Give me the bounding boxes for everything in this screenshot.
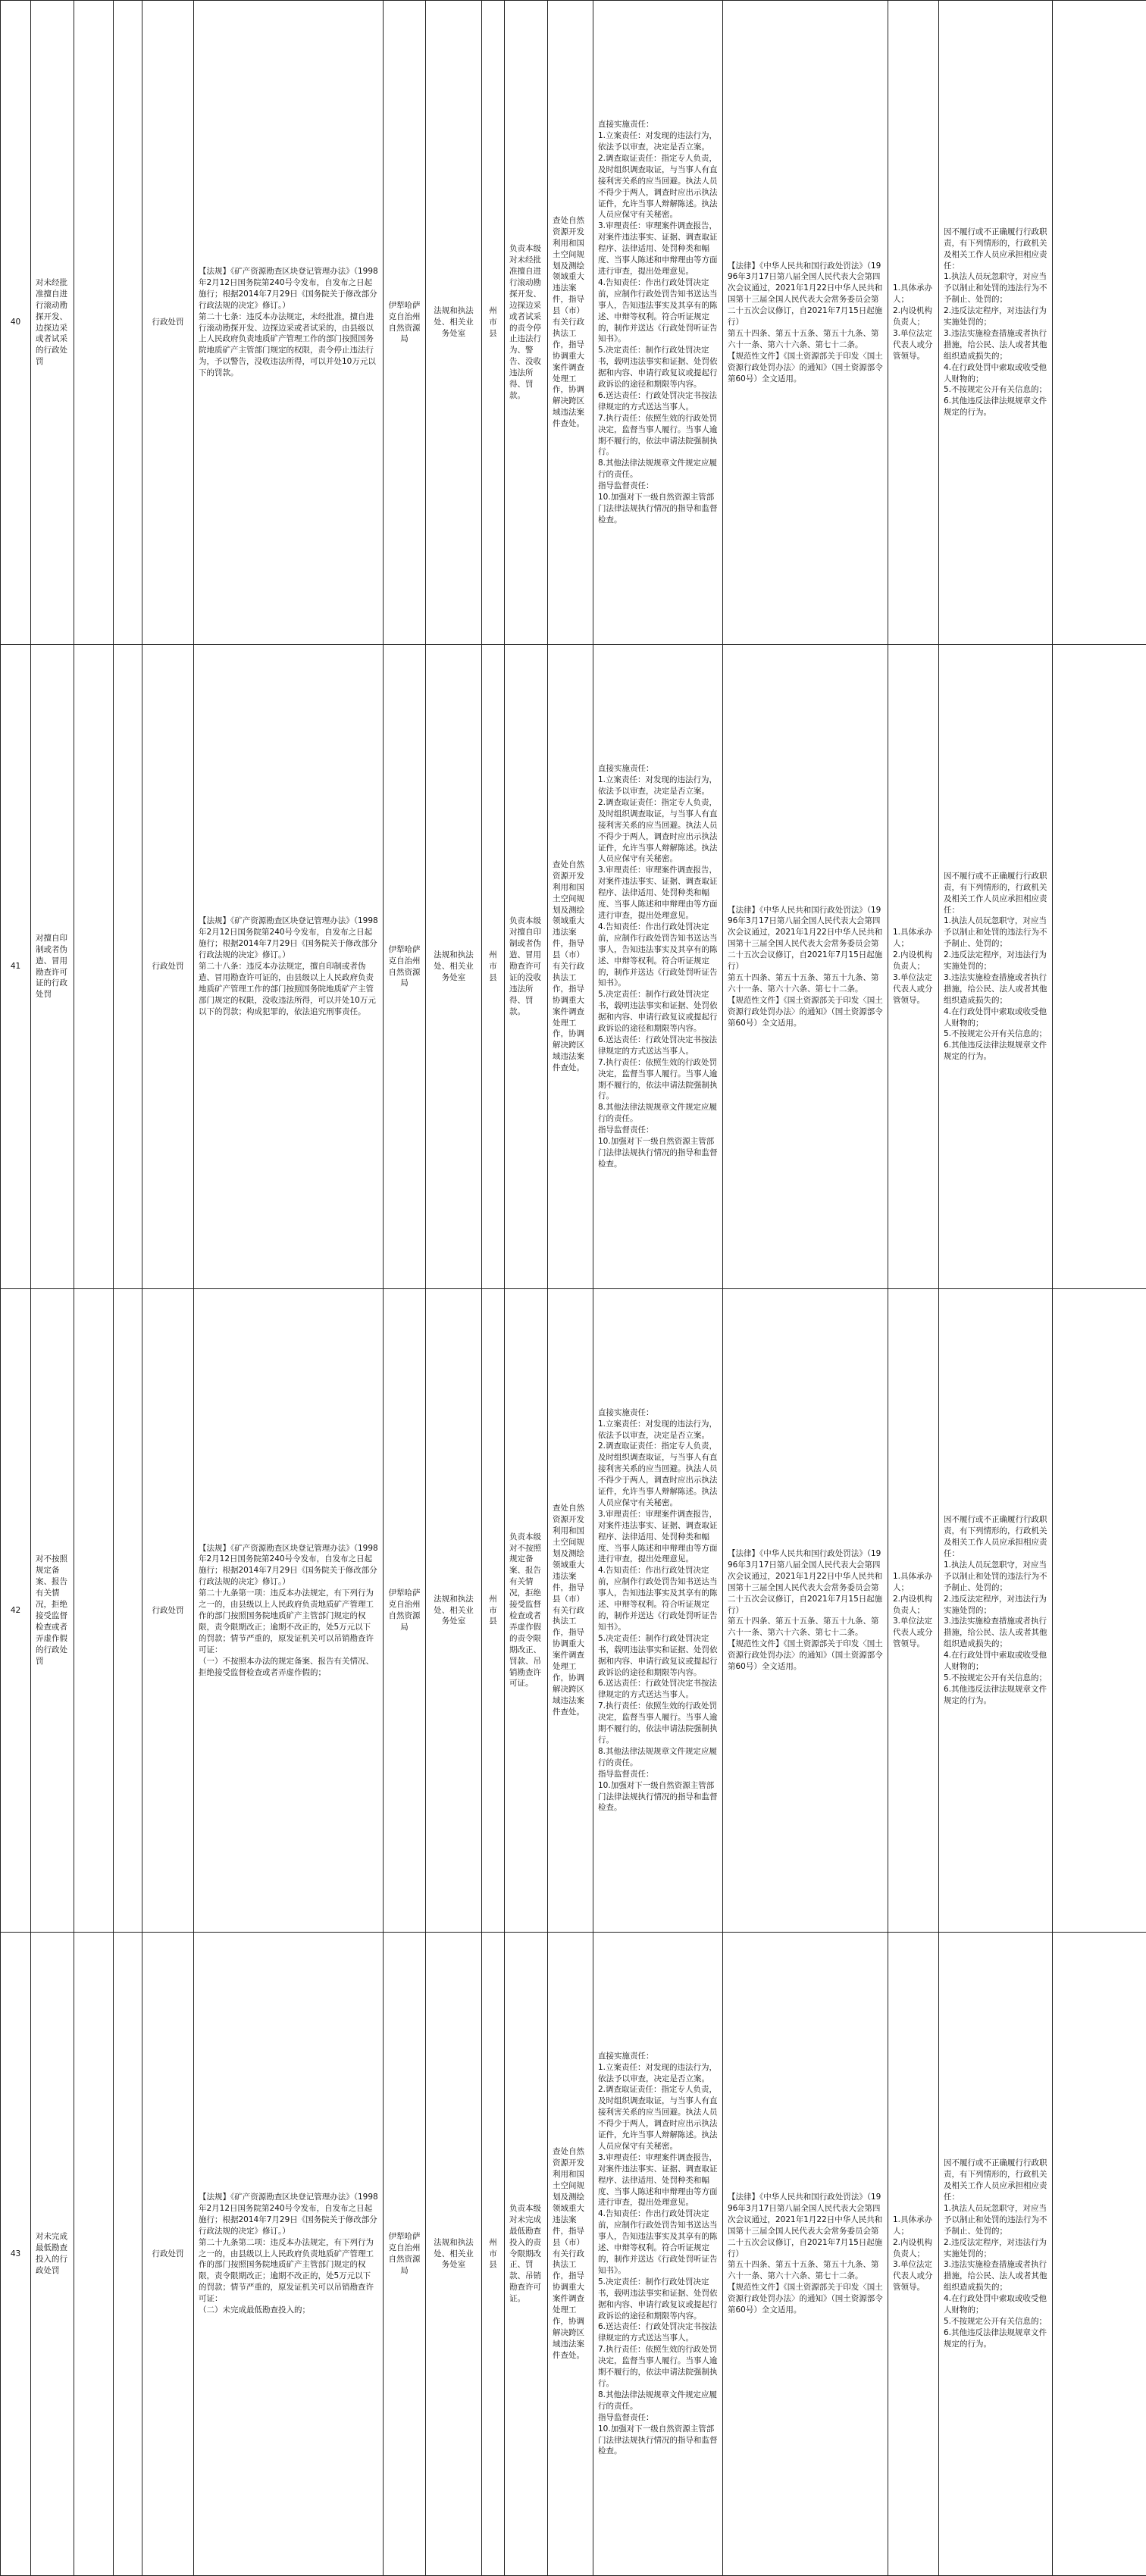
item-category: 行政处罚 xyxy=(142,645,194,1289)
empty-cell xyxy=(114,1289,142,1933)
administrative-level: 州市县 xyxy=(482,1,505,645)
item-category: 行政处罚 xyxy=(142,1,194,645)
division-of-responsibility: 查处自然资源开发利用和国土空间规划及测绘领域重大违法案件，指导县（市）有关行政执法工作，指导协调重大案件调查处理工作，协调解决跨区域违法案件查处。 xyxy=(548,1289,593,1933)
notes-cell xyxy=(1053,1289,1146,1933)
responsibility-legal-basis: 【法律】《中华人民共和国行政处罚法》（1996年3月17日第八届全国人民代表大会第四次会议通过，2021年1月22日中华人民共和国第十三届全国人民代表大会常务委员会第二十五次会议修订，自2021年7月15日起施行） 第五十四条、第五十五条、第五十九条、第六十一条、第六十六条、第七十二条。 【规范性文件】《国土资源部关于印发〈国土资源行政处罚办法〉的通知》（国土资源部令第60号）全文适用。 xyxy=(728,2192,883,2316)
legal-basis: 【法规】《矿产资源勘查区块登记管理办法》（1998年2月12日国务院第240号令发布，自发布之日起施行；根据2014年7月29日《国务院关于修改部分行政法规的决定》修订。） 第二十七条：违反本办法规定，未经批准，擅自进行滚动勘探开发、边探边采或者试采的，由县级以上人民政府负责地质矿产管理工作的部门按照国务院地质矿产主管部门规定的权限，责令停止违法行为，予以警告，没收违法所得，可以并处10万元以下的罚款。 xyxy=(199,266,378,379)
item-name: 对擅自印制或者伪造、冒用勘查许可证的行政处罚 xyxy=(31,645,74,1289)
implementation-content: 负责本级对不按照规定备案、报告有关情况，拒绝接受监督检查或者弄虚作假的责令限期改正、罚款、吊销勘查许可证。 xyxy=(505,1289,548,1933)
table-row xyxy=(1,645,1146,1289)
accountability-situations: 因不履行或不正确履行行政职责，有下列情形的，行政机关及相关工作人员应承担相应责任： 1.执法人员玩忽职守，对应当予以制止和处罚的违法行为不予制止、处罚的； 2.违反法定程序，对违法行为实施处罚的； 3.违法实施检查措施或者执行措施，给公民、法人或者其他组织造成损失的； 4.在行政处罚中索取或收受他人财物的； 5.不按规定公开有关信息的； 6.其他违反法律法规规章文件规定的行为。 xyxy=(944,871,1047,1063)
division-of-responsibility: 查处自然资源开发利用和国土空间规划及测绘领域重大违法案件，指导县（市）有关行政执法工作，指导协调重大案件调查处理工作，协调解决跨区域违法案件查处。 xyxy=(548,1933,593,2576)
row-number: 41 xyxy=(1,645,31,1289)
responsible-department: 法规和执法处、相关业务处室 xyxy=(426,1,482,645)
implementing-authority: 伊犁哈萨克自治州自然资源局 xyxy=(384,1933,426,2576)
administrative-level: 州市县 xyxy=(482,1933,505,2576)
item-category: 行政处罚 xyxy=(142,1289,194,1933)
responsibility-legal-basis: 【法律】《中华人民共和国行政处罚法》（1996年3月17日第八届全国人民代表大会第四次会议通过，2021年1月22日中华人民共和国第十三届全国人民代表大会常务委员会第二十五次会议修订，自2021年7月15日起施行） 第五十四条、第五十五条、第五十九条、第六十一条、第六十六条、第七十二条。 【规范性文件】《国土资源部关于印发〈国土资源行政处罚办法〉的通知》（国土资源部令第60号）全文适用。 xyxy=(728,905,883,1029)
responsible-department: 法规和执法处、相关业务处室 xyxy=(426,1289,482,1933)
responsible-subject: 1.具体承办人； 2.内设机构负责人； 3.单位法定代表人或分管领导。 xyxy=(893,1571,934,1650)
division-of-responsibility: 查处自然资源开发利用和国土空间规划及测绘领域重大违法案件，指导县（市）有关行政执法工作，指导协调重大案件调查处理工作，协调解决跨区域违法案件查处。 xyxy=(548,1,593,645)
notes-cell xyxy=(1053,1933,1146,2576)
legal-basis: 【法规】《矿产资源勘查区块登记管理办法》（1998年2月12日国务院第240号令发布，自发布之日起施行；根据2014年7月29日《国务院关于修改部分行政法规的决定》修订。） 第二十八条：违反本办法规定，擅自印制或者伪造、冒用勘查许可证的，由县级以上人民政府负责地质矿产管理工作的部门按照国务院地质矿产主管部门规定的权限，没收违法所得，可以并处10万元以下的罚款；构成犯罪的，依法追究刑事责任。 xyxy=(199,916,378,1017)
empty-cell xyxy=(74,1933,114,2576)
legal-basis: 【法规】《矿产资源勘查区块登记管理办法》（1998年2月12日国务院第240号令发布，自发布之日起施行；根据2014年7月29日《国务院关于修改部分行政法规的决定》修订。） 第二十九条第二项：违反本办法规定，有下列行为之一的，由县级以上人民政府负责地质矿产管理工作的部门按照国务院地质矿产主管部门规定的权限，责令限期改正；逾期不改正的，处5万元以下的罚款；情节严重的，原发证机关可以吊销勘查许可证： （二）未完成最低勘查投入的； xyxy=(199,2192,378,2316)
item-name: 对未完成最低勘查投入的行政处罚 xyxy=(31,1933,74,2576)
table-row xyxy=(1,1289,1146,1933)
administrative-level: 州市县 xyxy=(482,645,505,1289)
accountability-situations: 因不履行或不正确履行行政职责，有下列情形的，行政机关及相关工作人员应承担相应责任： 1.执法人员玩忽职守，对应当予以制止和处罚的违法行为不予制止、处罚的； 2.违反法定程序，对违法行为实施处罚的； 3.违法实施检查措施或者执行措施，给公民、法人或者其他组织造成损失的； 4.在行政处罚中索取或收受他人财物的； 5.不按规定公开有关信息的； 6.其他违反法律法规规章文件规定的行为。 xyxy=(944,2158,1047,2349)
row-number: 40 xyxy=(1,1,31,645)
legal-basis: 【法规】《矿产资源勘查区块登记管理办法》（1998年2月12日国务院第240号令发布，自发布之日起施行；根据2014年7月29日《国务院关于修改部分行政法规的决定》修订。） 第二十九条第一项：违反本办法规定，有下列行为之一的，由县级以上人民政府负责地质矿产管理工作的部门按照国务院地质矿产主管部门规定的权限，责令限期改正；逾期不改正的，处5万元以下的罚款；情节严重的，原发证机关可以吊销勘查许可证： （一）不按照本办法的规定备案、报告有关情况、拒绝接受监督检查或者弄虚作假的； xyxy=(199,1543,378,1679)
implementation-content: 负责本级对未完成最低勘查投入的责令限期改正、罚款、吊销勘查许可证。 xyxy=(505,1933,548,2576)
responsibility-items: 直接实施责任： 1.立案责任：对发现的违法行为，依法予以审查，决定是否立案。 2.调查取证责任：指定专人负责，及时组织调查取证，与当事人有直接利害关系的应当回避。执法人员不得少于两人，调查时应出示执法证件，允许当事人辩解陈述。执法人员应保守有关秘密。 3.审理责任：审理案件调查报告，对案件违法事实、证据、调查取证程序、法律适用、处罚种类和幅度、当事人陈述和申辩理由等方面进行审查，提出处理意见。 4.告知责任：作出行政处罚决定前，应制作行政处罚告知书送达当事人，告知违法事实及其享有的陈述、申辩等权利。符合听证规定的，制作并送达《行政处罚听证告知书》。 5.决定责任：制作行政处罚决定书，载明违法事实和证据、处罚依据和内容、申请行政复议或提起行政诉讼的途径和期限等内容。 6.送达责任：行政处罚决定书按法律规定的方式送达当事人。 7.执行责任：依照生效的行政处罚决定，监督当事人履行。当事人逾期不履行的，依法申请法院强制执行。 8.其他法律法规规章文件规定应履行的责任。 指导监督责任： 10.加强对下一级自然资源主管部门法律法规执行情况的指导和监督检查。 xyxy=(598,763,718,1170)
responsibility-legal-basis: 【法律】《中华人民共和国行政处罚法》（1996年3月17日第八届全国人民代表大会第四次会议通过，2021年1月22日中华人民共和国第十三届全国人民代表大会常务委员会第二十五次会议修订，自2021年7月15日起施行） 第五十四条、第五十五条、第五十九条、第六十一条、第六十六条、第七十二条。 【规范性文件】《国土资源部关于印发〈国土资源行政处罚办法〉的通知》（国土资源部令第60号）全文适用。 xyxy=(728,1548,883,1673)
empty-cell xyxy=(74,1289,114,1933)
division-of-responsibility: 查处自然资源开发利用和国土空间规划及测绘领域重大违法案件，指导县（市）有关行政执法工作，指导协调重大案件调查处理工作，协调解决跨区域违法案件查处。 xyxy=(548,645,593,1289)
implementation-content: 负责本级对擅自印制或者伪造、冒用勘查许可证的没收违法所得、罚款。 xyxy=(505,645,548,1289)
responsibility-items: 直接实施责任： 1.立案责任：对发现的违法行为，依法予以审查，决定是否立案。 2.调查取证责任：指定专人负责，及时组织调查取证，与当事人有直接利害关系的应当回避。执法人员不得少于两人，调查时应出示执法证件，允许当事人辩解陈述。执法人员应保守有关秘密。 3.审理责任：审理案件调查报告，对案件违法事实、证据、调查取证程序、法律适用、处罚种类和幅度、当事人陈述和申辩理由等方面进行审查，提出处理意见。 4.告知责任：作出行政处罚决定前，应制作行政处罚告知书送达当事人，告知违法事实及其享有的陈述、申辩等权利。符合听证规定的，制作并送达《行政处罚听证告知书》。 5.决定责任：制作行政处罚决定书，载明违法事实和证据、处罚依据和内容、申请行政复议或提起行政诉讼的途径和期限等内容。 6.送达责任：行政处罚决定书按法律规定的方式送达当事人。 7.执行责任：依照生效的行政处罚决定，监督当事人履行。当事人逾期不履行的，依法申请法院强制执行。 8.其他法律法规规章文件规定应履行的责任。 指导监督责任： 10.加强对下一级自然资源主管部门法律法规执行情况的指导和监督检查。 xyxy=(598,119,718,526)
item-name: 对不按照规定备案、报告有关情况，拒绝接受监督检查或者弄虚作假的行政处罚 xyxy=(31,1289,74,1933)
responsible-subject: 1.具体承办人； 2.内设机构负责人； 3.单位法定代表人或分管领导。 xyxy=(893,927,934,1006)
administrative-level: 州市县 xyxy=(482,1289,505,1933)
empty-cell xyxy=(74,645,114,1289)
item-category: 行政处罚 xyxy=(142,1933,194,2576)
empty-cell xyxy=(114,1933,142,2576)
notes-cell xyxy=(1053,1,1146,645)
responsible-department: 法规和执法处、相关业务处室 xyxy=(426,1933,482,2576)
responsible-subject: 1.具体承办人； 2.内设机构负责人； 3.单位法定代表人或分管领导。 xyxy=(893,283,934,362)
accountability-situations: 因不履行或不正确履行行政职责，有下列情形的，行政机关及相关工作人员应承担相应责任： 1.执法人员玩忽职守，对应当予以制止和处罚的违法行为不予制止、处罚的； 2.违反法定程序，对违法行为实施处罚的； 3.违法实施检查措施或者执行措施，给公民、法人或者其他组织造成损失的； 4.在行政处罚中索取或收受他人财物的； 5.不按规定公开有关信息的； 6.其他违反法律法规规章文件规定的行为。 xyxy=(944,227,1047,418)
item-name: 对未经批准擅自进行滚动勘探开发、边探边采或者试采的行政处罚 xyxy=(31,1,74,645)
row-number: 43 xyxy=(1,1933,31,2576)
implementing-authority: 伊犁哈萨克自治州自然资源局 xyxy=(384,1289,426,1933)
responsibility-items: 直接实施责任： 1.立案责任：对发现的违法行为，依法予以审查，决定是否立案。 2.调查取证责任：指定专人负责，及时组织调查取证，与当事人有直接利害关系的应当回避。执法人员不得少于两人，调查时应出示执法证件，允许当事人辩解陈述。执法人员应保守有关秘密。 3.审理责任：审理案件调查报告，对案件违法事实、证据、调查取证程序、法律适用、处罚种类和幅度、当事人陈述和申辩理由等方面进行审查，提出处理意见。 4.告知责任：作出行政处罚决定前，应制作行政处罚告知书送达当事人，告知违法事实及其享有的陈述、申辩等权利。符合听证规定的，制作并送达《行政处罚听证告知书》。 5.决定责任：制作行政处罚决定书，载明违法事实和证据、处罚依据和内容、申请行政复议或提起行政诉讼的途径和期限等内容。 6.送达责任：行政处罚决定书按法律规定的方式送达当事人。 7.执行责任：依照生效的行政处罚决定，监督当事人履行。当事人逾期不履行的，依法申请法院强制执行。 8.其他法律法规规章文件规定应履行的责任。 指导监督责任： 10.加强对下一级自然资源主管部门法律法规执行情况的指导和监督检查。 xyxy=(598,2051,718,2458)
table-row xyxy=(1,1,1146,645)
responsible-subject: 1.具体承办人； 2.内设机构负责人； 3.单位法定代表人或分管领导。 xyxy=(893,2214,934,2293)
empty-cell xyxy=(114,1,142,645)
empty-cell xyxy=(74,1,114,645)
table-row xyxy=(1,1933,1146,2576)
row-number: 42 xyxy=(1,1289,31,1933)
responsibility-items: 直接实施责任： 1.立案责任：对发现的违法行为，依法予以审查，决定是否立案。 2.调查取证责任：指定专人负责，及时组织调查取证，与当事人有直接利害关系的应当回避。执法人员不得少于两人，调查时应出示执法证件，允许当事人辩解陈述。执法人员应保守有关秘密。 3.审理责任：审理案件调查报告，对案件违法事实、证据、调查取证程序、法律适用、处罚种类和幅度、当事人陈述和申辩理由等方面进行审查，提出处理意见。 4.告知责任：作出行政处罚决定前，应制作行政处罚告知书送达当事人，告知违法事实及其享有的陈述、申辩等权利。符合听证规定的，制作并送达《行政处罚听证告知书》。 5.决定责任：制作行政处罚决定书，载明违法事实和证据、处罚依据和内容、申请行政复议或提起行政诉讼的途径和期限等内容。 6.送达责任：行政处罚决定书按法律规定的方式送达当事人。 7.执行责任：依照生效的行政处罚决定，监督当事人履行。当事人逾期不履行的，依法申请法院强制执行。 8.其他法律法规规章文件规定应履行的责任。 指导监督责任： 10.加强对下一级自然资源主管部门法律法规执行情况的指导和监督检查。 xyxy=(598,1407,718,1814)
implementing-authority: 伊犁哈萨克自治州自然资源局 xyxy=(384,645,426,1289)
notes-cell xyxy=(1053,645,1146,1289)
responsible-department: 法规和执法处、相关业务处室 xyxy=(426,645,482,1289)
accountability-situations: 因不履行或不正确履行行政职责，有下列情形的，行政机关及相关工作人员应承担相应责任： 1.执法人员玩忽职守，对应当予以制止和处罚的违法行为不予制止、处罚的； 2.违反法定程序，对违法行为实施处罚的； 3.违法实施检查措施或者执行措施，给公民、法人或者其他组织造成损失的； 4.在行政处罚中索取或收受他人财物的； 5.不按规定公开有关信息的； 6.其他违反法律法规规章文件规定的行为。 xyxy=(944,1514,1047,1706)
implementation-content: 负责本级对未经批准擅自进行滚动勘探开发、边探边采或者试采的责令停止违法行为、警告、没收违法所得、罚款。 xyxy=(505,1,548,645)
empty-cell xyxy=(114,645,142,1289)
implementing-authority: 伊犁哈萨克自治州自然资源局 xyxy=(384,1,426,645)
responsibility-legal-basis: 【法律】《中华人民共和国行政处罚法》（1996年3月17日第八届全国人民代表大会第四次会议通过，2021年1月22日中华人民共和国第十三届全国人民代表大会常务委员会第二十五次会议修订，自2021年7月15日起施行） 第五十四条、第五十五条、第五十九条、第六十一条、第六十六条、第七十二条。 【规范性文件】《国土资源部关于印发〈国土资源行政处罚办法〉的通知》（国土资源部令第60号）全文适用。 xyxy=(728,261,883,385)
